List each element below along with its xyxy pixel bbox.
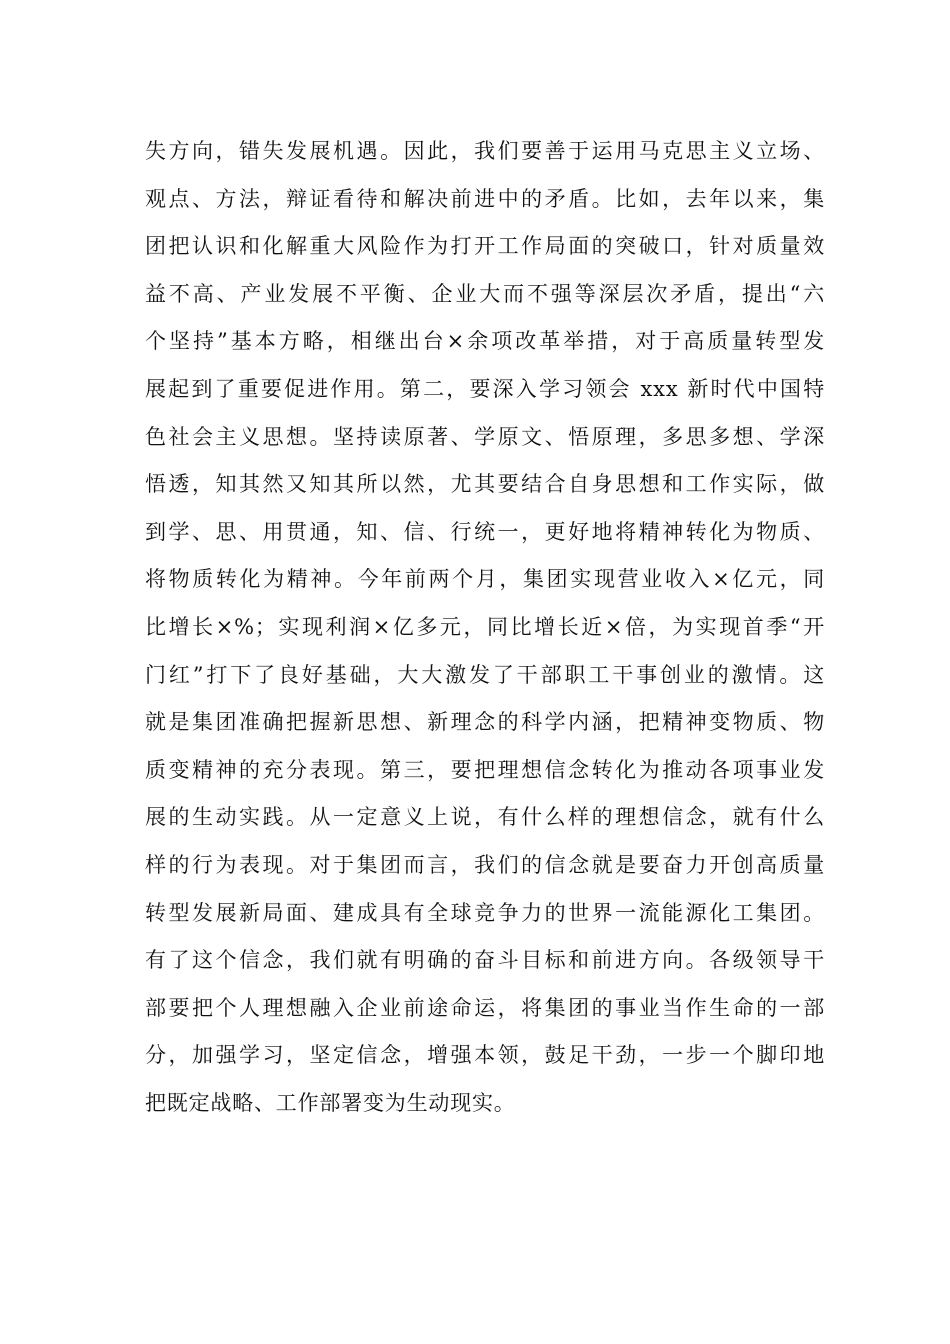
- text-line: 展的生动实践。从一定意义上说，有什么样的理想信念，就有什么: [145, 805, 825, 830]
- text-line: 门红”打下了良好基础，大大激发了干部职工干事创业的激情。这: [145, 662, 825, 687]
- text-line: 展起到了重要促进作用。第二，要深入学习领会 xxx 新时代中国特: [145, 376, 825, 401]
- text-line: 益不高、产业发展不平衡、企业大而不强等深层次矛盾，提出“六: [145, 281, 825, 306]
- text-line: 分，加强学习，坚定信念，增强本领，鼓足干劲，一步一个脚印地: [145, 1043, 825, 1068]
- text-line: 色社会主义思想。坚持读原著、学原文、悟原理，多思多想、学深: [145, 424, 825, 449]
- text-line: 失方向，错失发展机遇。因此，我们要善于运用马克思主义立场、: [145, 139, 825, 163]
- text-line: 团把认识和化解重大风险作为打开工作局面的突破口，针对质量效: [145, 234, 825, 259]
- text-line: 就是集团准确把握新思想、新理念的科学内涵，把精神变物质、物: [145, 710, 825, 735]
- body-text: [145, 128, 825, 1127]
- text-line: 个坚持”基本方略，相继出台×余项改革举措，对于高质量转型发: [145, 329, 825, 354]
- text-line: 有了这个信念，我们就有明确的奋斗目标和前进方向。各级领导干: [145, 948, 825, 973]
- text-line: 样的行为表现。对于集团而言，我们的信念就是要奋力开创高质量: [145, 852, 825, 877]
- text-line: 部要把个人理想融入企业前途命运，将集团的事业当作生命的一部: [145, 995, 825, 1020]
- text-line-last: 把既定战略、工作部署变为生动现实。: [145, 1090, 516, 1115]
- text-line: 转型发展新局面、建成具有全球竞争力的世界一流能源化工集团。: [145, 900, 825, 925]
- text-line: 将物质转化为精神。今年前两个月，集团实现营业收入×亿元，同: [145, 567, 825, 592]
- text-line: 到学、思、用贯通，知、信、行统一，更好地将精神转化为物质、: [145, 519, 825, 544]
- text-line: 观点、方法，辩证看待和解决前进中的矛盾。比如，去年以来，集: [145, 186, 825, 211]
- text-line: 比增长×%；实现利润×亿多元，同比增长近×倍，为实现首季“开: [145, 614, 825, 639]
- text-line: 悟透，知其然又知其所以然，尤其要结合自身思想和工作实际，做: [145, 472, 825, 497]
- text-line: 质变精神的充分表现。第三，要把理想信念转化为推动各项事业发: [145, 757, 825, 782]
